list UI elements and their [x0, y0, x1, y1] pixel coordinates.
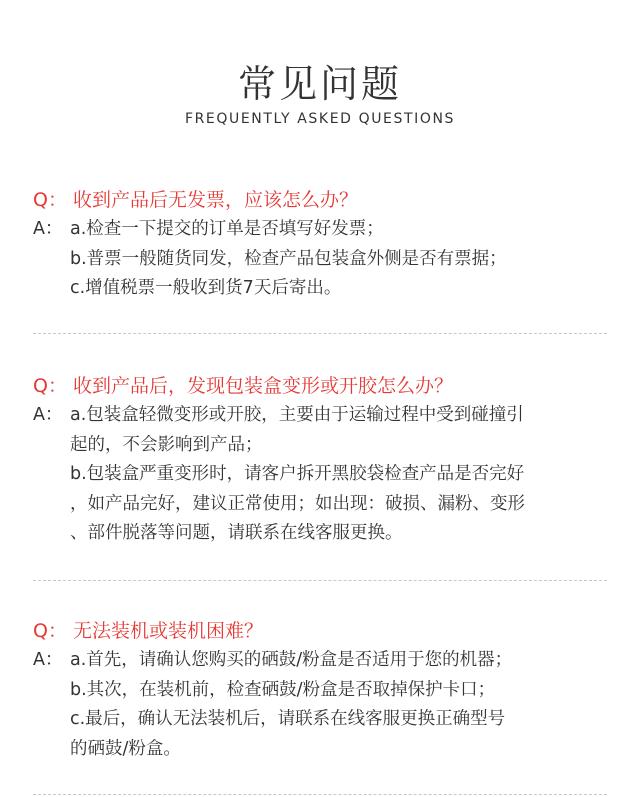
answer-line: 、部件脱落等问题，请联系在线客服更换。	[70, 523, 403, 543]
question-text: 收到产品后无发票，应该怎么办？	[73, 189, 359, 211]
faq-item	[33, 372, 607, 549]
question-text: 收到产品后，发现包装盒变形或开胶怎么办？	[73, 375, 454, 397]
faq-question	[33, 617, 607, 646]
answer-line: a.首先，请确认您购买的硒鼓/粉盒是否适用于您的机器；	[70, 650, 513, 670]
question-text: 无法装机或装机困难？	[73, 620, 264, 642]
question-label: Q：	[33, 375, 67, 397]
answer-line: b.包装盒严重变形时，请客户拆开黑胶袋检查产品是否完好	[70, 464, 525, 484]
divider	[33, 580, 607, 581]
answer-label: A：	[33, 405, 63, 425]
faq-item	[33, 186, 607, 304]
divider	[33, 333, 607, 334]
answer-line: a.检查一下提交的订单是否填写好发票；	[70, 219, 384, 239]
page-title: 常见问题	[237, 62, 402, 106]
answer-label: A：	[33, 219, 63, 239]
answer-line: c.增值税票一般收到货7天后寄出。	[70, 278, 342, 298]
answer-line: 起的，不会影响到产品；	[70, 434, 263, 455]
faq-question	[33, 372, 607, 401]
faq-answer	[33, 215, 607, 304]
answer-line: a.包装盒轻微变形或开胶，主要由于运输过程中受到碰撞引	[70, 405, 524, 425]
faq-answer	[33, 401, 607, 549]
faq-answer	[33, 646, 607, 764]
faq-item	[33, 617, 607, 764]
answer-line: b.其次，在装机前，检查硒鼓/粉盒是否取掉保护卡口；	[70, 679, 496, 700]
answer-line: ，如产品完好，建议正常使用；如出现：破损、漏粉、变形	[70, 493, 525, 514]
answer-label: A：	[33, 650, 63, 670]
faq-question	[33, 186, 607, 215]
answer-line: b.普票一般随货同发，检查产品包装盒外侧是否有票据；	[70, 248, 507, 269]
answer-line: c.最后，确认无法装机后，请联系在线客服更换正确型号	[70, 709, 506, 729]
answer-line: 的硒鼓/粉盒。	[70, 738, 181, 759]
question-label: Q：	[33, 620, 67, 642]
question-label: Q：	[33, 189, 67, 211]
page-subtitle: FREQUENTLY ASKED QUESTIONS	[184, 111, 456, 127]
divider	[33, 794, 607, 795]
